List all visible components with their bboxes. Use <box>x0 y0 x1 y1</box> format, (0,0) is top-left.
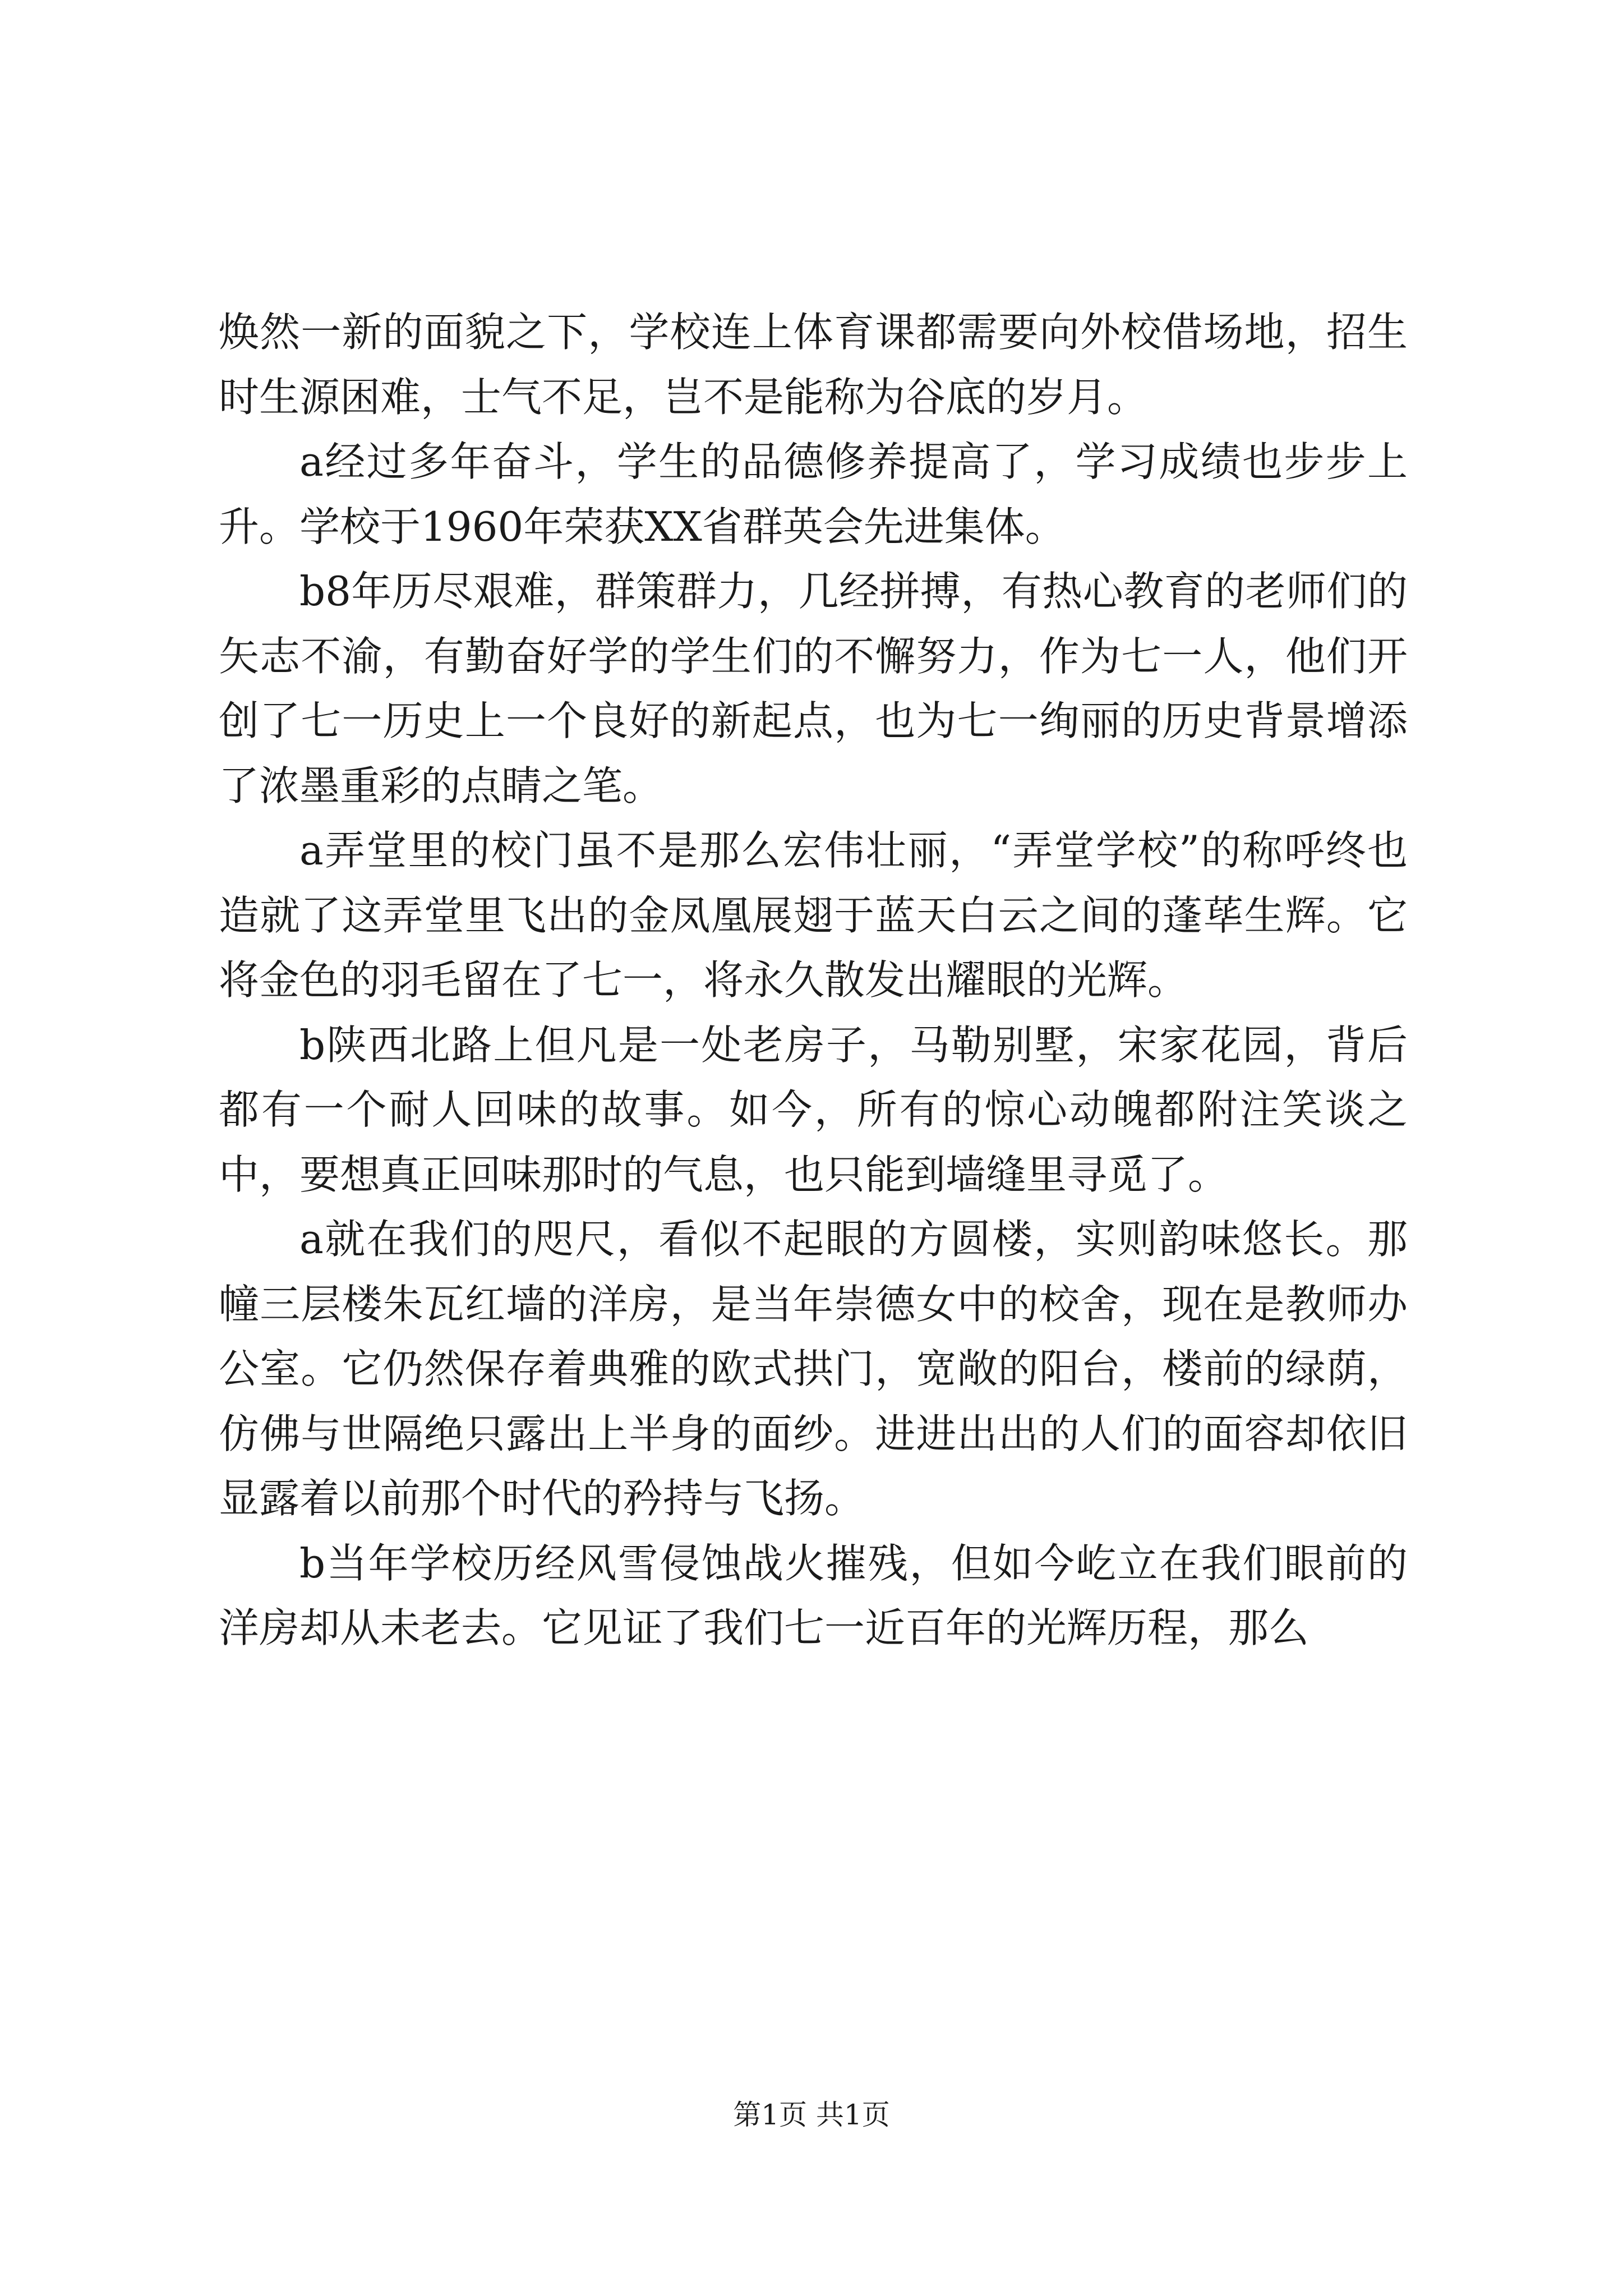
paragraph: b陕西北路上但凡是一处老房子，马勒别墅，宋家花园，背后都有一个耐人回味的故事。如今，所有的惊心动魄都附注笑谈之中，要想真正回味那时的气息，也只能到墙缝里寻觅了。 <box>219 1021 1408 1198</box>
paragraph-continued: 焕然一新的面貌之下，学校连上体育课都需要向外校借场地，招生时生源困难，士气不足，岂不是能称为谷底的岁月。 <box>219 309 1408 421</box>
page-number-footer: 第1页 共1页 <box>733 2099 890 2131</box>
paragraph: a就在我们的咫尺，看似不起眼的方圆楼，实则韵味悠长。那幢三层楼朱瓦红墙的洋房，是当年崇德女中的校舍，现在是教师办公室。它仍然保存着典雅的欧式拱门，宽敞的阳台，楼前的绿荫，仿佛与世隔绝只露出上半身的面纱。进进出出的人们的面容却依旧显露着以前那个时代的矜持与飞扬。 <box>219 1216 1408 1522</box>
paragraph: a弄堂里的校门虽不是那么宏伟壮丽，“弄堂学校”的称呼终也造就了这弄堂里飞出的金凤凰展翅于蓝天白云之间的蓬荜生辉。它将金色的羽毛留在了七一，将永久散发出耀眼的光辉。 <box>219 827 1408 1004</box>
document-body <box>219 300 1408 1661</box>
paragraph: b当年学校历经风雪侵蚀战火摧残，但如今屹立在我们眼前的洋房却从未老去。它见证了我们七一近百年的光辉历程，那么 <box>219 1539 1408 1651</box>
paragraph: a经过多年奋斗，学生的品德修养提高了，学习成绩也步步上升。学校于1960年荣获XX省群英会先进集体。 <box>219 438 1408 550</box>
paragraph: b8年历尽艰难，群策群力，几经拼搏，有热心教育的老师们的矢志不渝，有勤奋好学的学生们的不懈努力，作为七一人，他们开创了七一历史上一个良好的新起点，也为七一绚丽的历史背景增添了浓墨重彩的点睛之笔。 <box>219 568 1408 809</box>
